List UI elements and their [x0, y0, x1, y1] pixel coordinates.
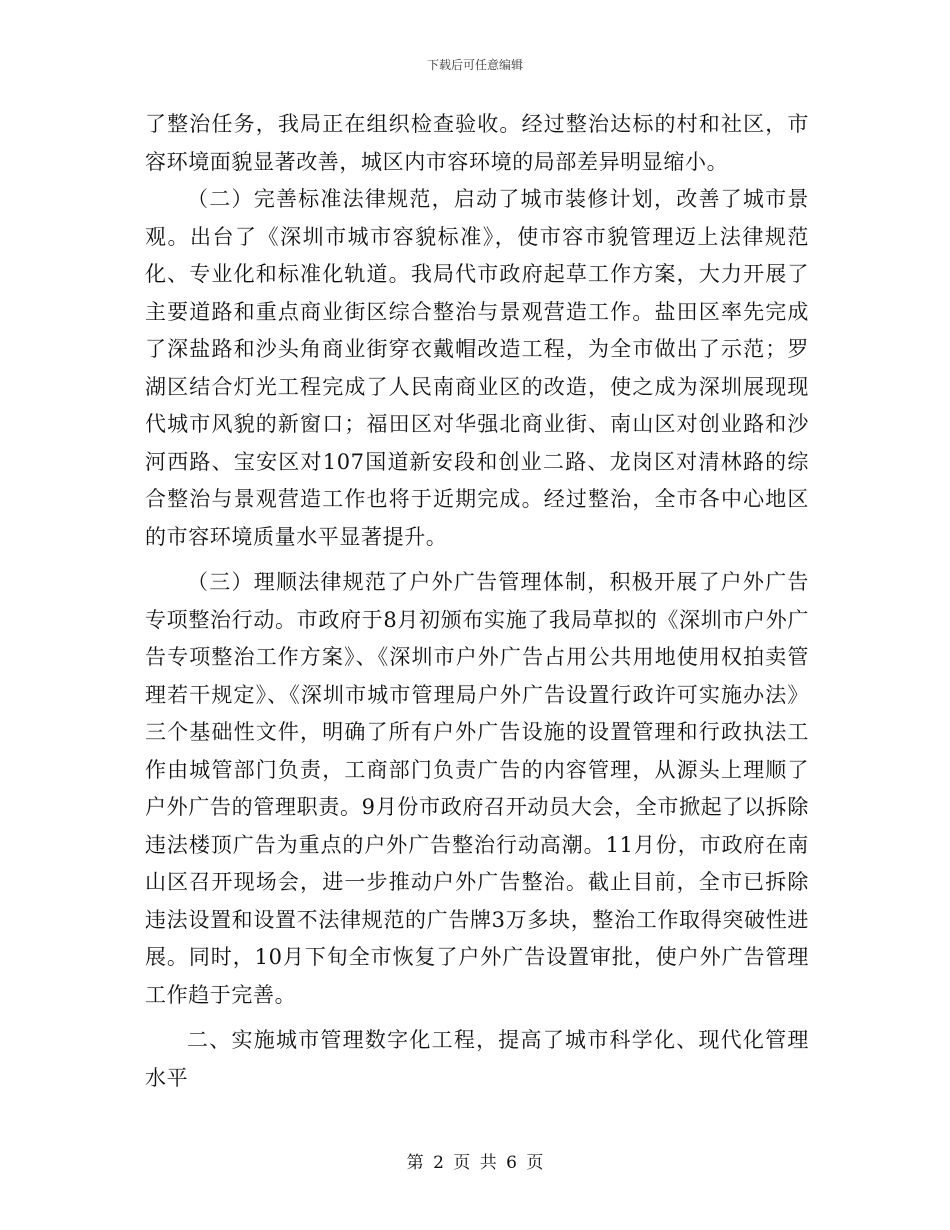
page-footer: 第 2 页 共 6 页 [406, 1153, 544, 1173]
document-body [145, 106, 809, 1097]
page-header: 下载后可任意编辑 [426, 58, 523, 72]
paragraph-section-3: （三）理顺法律规范了户外广告管理体制，积极开展了户外广告专项整治行动。市政府于8月初颁布实施了我局草拟的《深圳市户外广告专项整治工作方案》、《深圳市户外广告占用公共用地使用权拍卖管理若干规定》、《深圳市城市管理局户外广告设置行政许可实施办法》三个基础性文件，明确了所有户外广告设施的设置管理和行政执法工作由城管部门负责，工商部门负责广告的内容管理，从源头上理顺了户外广告的管理职责。9月份市政府召开动员大会，全市掀起了以拆除违法楼顶广告为重点的户外广告整治行动高潮。11月份，市政府在南山区召开现场会，进一步推动户外广告整治。截止目前，全市已拆除违法设置和设置不法律规范的广告牌3万多块，整治工作取得突破性进展。同时，10月下旬全市恢复了户外广告设置审批，使户外广告管理工作趋于完善。 [145, 570, 809, 1007]
paragraph-continuation: 了整治任务，我局正在组织检查验收。经过整治达标的村和社区，市容环境面貌显著改善，城区内市容环境的局部差异明显缩小。 [145, 112, 809, 174]
paragraph-section-2: （二）完善标准法律规范，启动了城市装修计划，改善了城市景观。出台了《深圳市城市容貌标准》，使市容市貌管理迈上法律规范化、专业化和标准化轨道。我局代市政府起草工作方案，大力开展了主要道路和重点商业街区综合整治与景观营造工作。盐田区率先完成了深盐路和沙头角商业街穿衣戴帽改造工程，为全市做出了示范；罗湖区结合灯光工程完成了人民南商业区的改造，使之成为深圳展现现代城市风貌的新窗口；福田区对华强北商业街、南山区对创业路和沙河西路、宝安区对107国道新安段和创业二路、龙岗区对清林路的综合整治与景观营造工作也将于近期完成。经过整治，全市各中心地区的市容环境质量水平显著提升。 [145, 187, 809, 549]
section-heading-2: 二、实施城市管理数字化工程，提高了城市科学化、现代化管理水平 [145, 1028, 809, 1090]
